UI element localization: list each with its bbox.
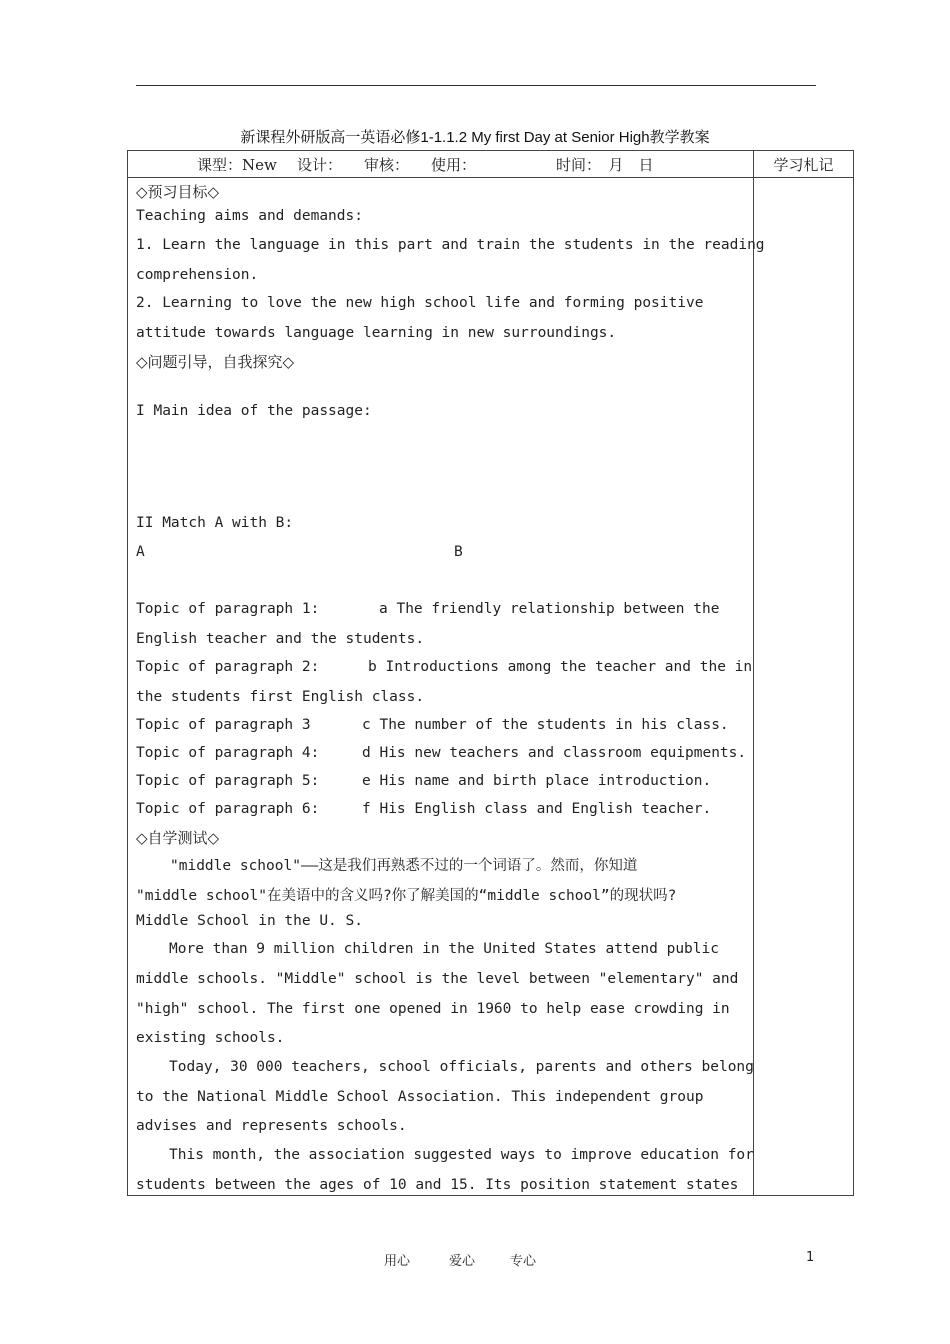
article-paragraph-2-line-1: Today, 30 000 teachers, school officials, parents and others belong [169, 1059, 754, 1075]
footer-motto-1: 用心 [384, 1254, 411, 1269]
article-paragraph-2-line-2: to the National Middle School Association. This independent group [136, 1089, 704, 1105]
self-test-intro-line-2: "middle school"在美语中的含义吗?你了解美国的“middle school”的现状吗? [136, 888, 677, 904]
explore-heading: ◇问题引导，自我探究◇ [136, 353, 295, 371]
topic-paragraph-6: Topic of paragraph 6: [136, 801, 320, 817]
answer-f: f His English class and English teacher. [362, 801, 712, 817]
aim-1-line-1: 1. Learn the language in this part and train the students in the reading [136, 237, 765, 253]
article-paragraph-1-line-1: More than 9 million children in the United States attend public [169, 941, 719, 957]
footer-motto-2: 爱心 [449, 1254, 476, 1269]
main-idea-prompt: I Main idea of the passage: [136, 403, 372, 419]
answer-a-continued: English teacher and the students. [136, 631, 425, 647]
answer-b: b Introductions among the teacher and the in [368, 659, 753, 675]
designer-field: 设计： [297, 156, 343, 174]
notes-column-divider [753, 150, 754, 1196]
header-row-divider [127, 177, 854, 178]
article-paragraph-3-line-2: students between the ages of 10 and 15. Its position statement states [136, 1177, 739, 1193]
page-number: 1 [806, 1250, 815, 1265]
aim-2-line-1: 2. Learning to love the new high school life and forming positive [136, 295, 704, 311]
column-b-label: B [454, 544, 463, 560]
answer-c: c The number of the students in his class. [362, 717, 729, 733]
user-field: 使用： [431, 156, 477, 174]
lesson-type: 课型：New [197, 156, 277, 174]
article-paragraph-1-line-4: existing schools. [136, 1030, 285, 1046]
answer-d: d His new teachers and classroom equipments. [362, 745, 747, 761]
preview-goals-heading: ◇预习目标◇ [136, 183, 220, 201]
answer-b-continued: the students first English class. [136, 689, 425, 705]
article-subtitle: Middle School in the U. S. [136, 913, 363, 929]
aim-2-line-2: attitude towards language learning in new surroundings. [136, 325, 617, 341]
column-a-label: A [136, 544, 145, 560]
topic-paragraph-4: Topic of paragraph 4: [136, 745, 320, 761]
aims-title: Teaching aims and demands: [136, 208, 363, 224]
article-paragraph-1-line-2: middle schools. "Middle" school is the level between "elementary" and [136, 971, 739, 987]
document-title: 新课程外研版高一英语必修1-1.1.2 My first Day at Senior High教学教案 [240, 129, 710, 146]
header-rule [136, 85, 816, 86]
study-notes-heading: 学习札记 [773, 156, 834, 174]
topic-paragraph-3: Topic of paragraph 3 [136, 717, 311, 733]
topic-paragraph-1: Topic of paragraph 1: [136, 601, 320, 617]
answer-e: e His name and birth place introduction. [362, 773, 712, 789]
self-test-heading: ◇自学测试◇ [136, 829, 220, 847]
topic-paragraph-2: Topic of paragraph 2: [136, 659, 320, 675]
article-paragraph-1-line-3: "high" school. The first one opened in 1960 to help ease crowding in [136, 1001, 730, 1017]
article-paragraph-3-line-1: This month, the association suggested ways to improve education for [169, 1147, 754, 1163]
answer-a: a The friendly relationship between the [379, 601, 720, 617]
reviewer-field: 审核： [364, 156, 410, 174]
article-paragraph-2-line-3: advises and represents schools. [136, 1118, 407, 1134]
time-field: 时间： 月 日 [556, 156, 654, 174]
footer-motto-3: 专心 [510, 1254, 537, 1269]
topic-paragraph-5: Topic of paragraph 5: [136, 773, 320, 789]
aim-1-line-2: comprehension. [136, 267, 259, 283]
self-test-intro-line-1: "middle school"——这是我们再熟悉不过的一个词语了。然而，你知道 [170, 858, 638, 874]
match-title: II Match A with B: [136, 515, 294, 531]
